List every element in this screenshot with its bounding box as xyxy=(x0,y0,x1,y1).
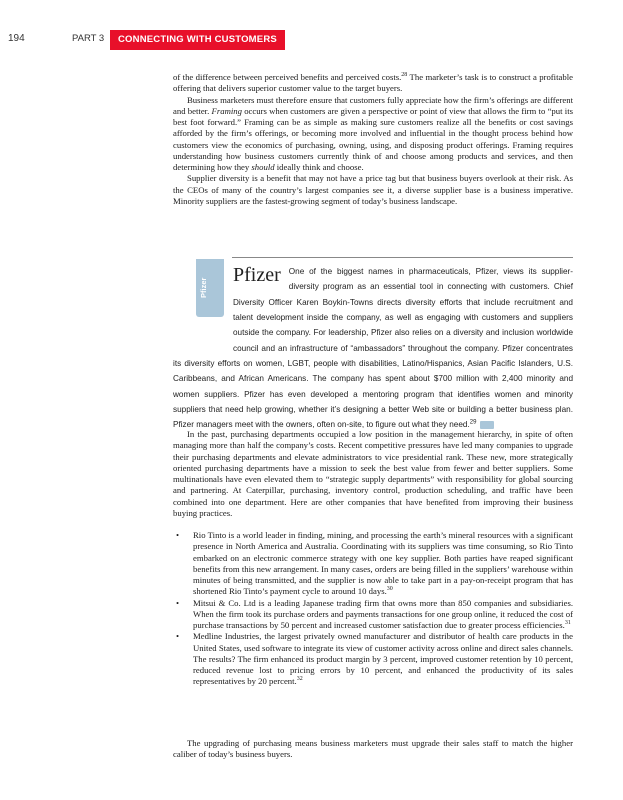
endnote-ref: 32 xyxy=(296,676,303,683)
pfizer-box xyxy=(173,264,573,433)
endnote-ref: 30 xyxy=(386,586,393,593)
part-label: PART 3 xyxy=(72,33,105,44)
intro-paragraph-1: of the difference between perceived benefits and perceived costs.$^{28}$ The marketer’s task is to construct a profitable offering that delivers superior customer value to the target buyers. xyxy=(173,72,573,94)
endnote-ref: 29 xyxy=(469,419,477,426)
box-brand-title: Pfizer xyxy=(233,264,281,286)
intro-section xyxy=(173,72,573,207)
bullet-icon: • xyxy=(176,631,180,642)
purchasing-section xyxy=(173,429,573,519)
page-number: 194 xyxy=(8,33,25,44)
bullet-icon: • xyxy=(176,597,180,608)
list-item: • Rio Tinto is a world leader in finding, mining, and processing the earth’s mineral resources with a significant presence in North America and Australia. Coordinating with its suppliers was time consuming, so Rio Tinto embarked on an electronic commerce strategy with one key supplier. Both parties have reaped significant benefits from this new arrangement. In many cases, orders are being filled in the suppliers’ warehouse within minutes of being transmitted, and the supplier is now able to take part in a pay-on-receipt program that has shortened Rio Tinto’s payment cycle to around 10 days.$^{30}$ xyxy=(176,530,573,597)
company-tab-label: Pfizer xyxy=(199,277,208,298)
examples-list xyxy=(173,530,573,688)
list-item: • Medline Industries, the largest privately owned manufacturer and distributor of health care products in the United States, used software to integrate its view of customer activity across online and direct sales channels. The results? The firm enhanced its product margin by 3 percent, improved customer retention by 10 percent, reduced revenue lost to pricing errors by 10 percent, and enhanced the productivity of its sales representatives by 20 percent.$^{32}$ xyxy=(176,631,573,687)
closing-section xyxy=(173,738,573,761)
box-divider xyxy=(232,257,573,258)
purchasing-paragraph: In the past, purchasing departments occupied a low position in the management hierarchy, in spite of often managing more than half the company’s costs. Recent competitive pressures have led many companies to upgrade their purchasing departments and elevate administrators to vice presidential rank. These new, more strategically oriented purchasing departments have a mission to seek the best value from fewer and better suppliers. Some multinationals have even elevated them to “strategic supply departments” with responsibility for global sourcing and partnering. At Caterpillar, purchasing, inventory control, production scheduling, and traffic have been combined into one department. Here are other companies that have benefited from improving their business buying practices. xyxy=(173,429,573,518)
closing-paragraph: The upgrading of purchasing means business marketers must upgrade their sales staff to match the higher caliber of today’s business buyers. xyxy=(173,738,573,760)
box-body: One of the biggest names in pharmaceuticals, Pfizer, views its supplier-diversity program as an essential tool in connecting with customers. Chief Diversity Officer Karen Boykin-Towns directs diversity efforts that include recruitment and talent development inside the company, as well as engaging with customers and suppliers outside the company. For leadership, Pfizer also relies on a diversity and inclusion worldwide council and an infrastructure of “ambassadors” throughout the company. Pfizer concentrates its diversity efforts on women, LGBT, people with disabilities, Latino/Hispanics, Asian Pacific Islanders, U.S. Caribbeans, and African Americans. The company has spent about $700 million with 2,400 minority and women suppliers. Pfizer has even developed a mentoring program that identifies women and minority suppliers that need help growing, whether it’s designing a better Web site or building a better business plan. Pfizer managers meet with the owners, often on-site, to figure out what they need. xyxy=(173,267,573,430)
intro-paragraph-3: Supplier diversity is a benefit that may not have a price tag but that business buyers overlook at their risk. As the CEOs of many of the country’s largest companies see it, a diverse supplier base is a business imperative. Minority suppliers are the fastest-growing segment of today’s business landscape. xyxy=(173,173,573,206)
running-header xyxy=(0,30,623,50)
endnote-ref: 31 xyxy=(564,620,571,627)
chapter-title: CONNECTING WITH CUSTOMERS xyxy=(110,30,285,50)
intro-paragraph-2: Business marketers must therefore ensure that customers fully appreciate how the firm’s offerings are different and better. Framing occurs when customers are given a perspective or point of view that allows the firm to “put its best foot forward.” Framing can be as simple as making sure customers realize all the benefits or cost savings afforded by the firm’s offerings, or becoming more involved and influential in the thought process behind how customers view the economics of purchasing, owning, using, and disposing product offerings. Framing requires understanding how business customers currently think of and choose among products and services, and then determining how they should ideally think and choose. xyxy=(173,94,573,172)
endnote-ref: 28 xyxy=(401,72,408,79)
bullet-icon: • xyxy=(176,530,180,540)
list-item: • Mitsui & Co. Ltd is a leading Japanese trading firm that owns more than 850 companies and subsidiaries. When the firm took its purchase orders and payments transactions for one group online, it reduced the cost of purchase transactions by 50 percent and increased customer satisfaction due to greater process efficiencies.$^{31}$ xyxy=(176,597,573,630)
